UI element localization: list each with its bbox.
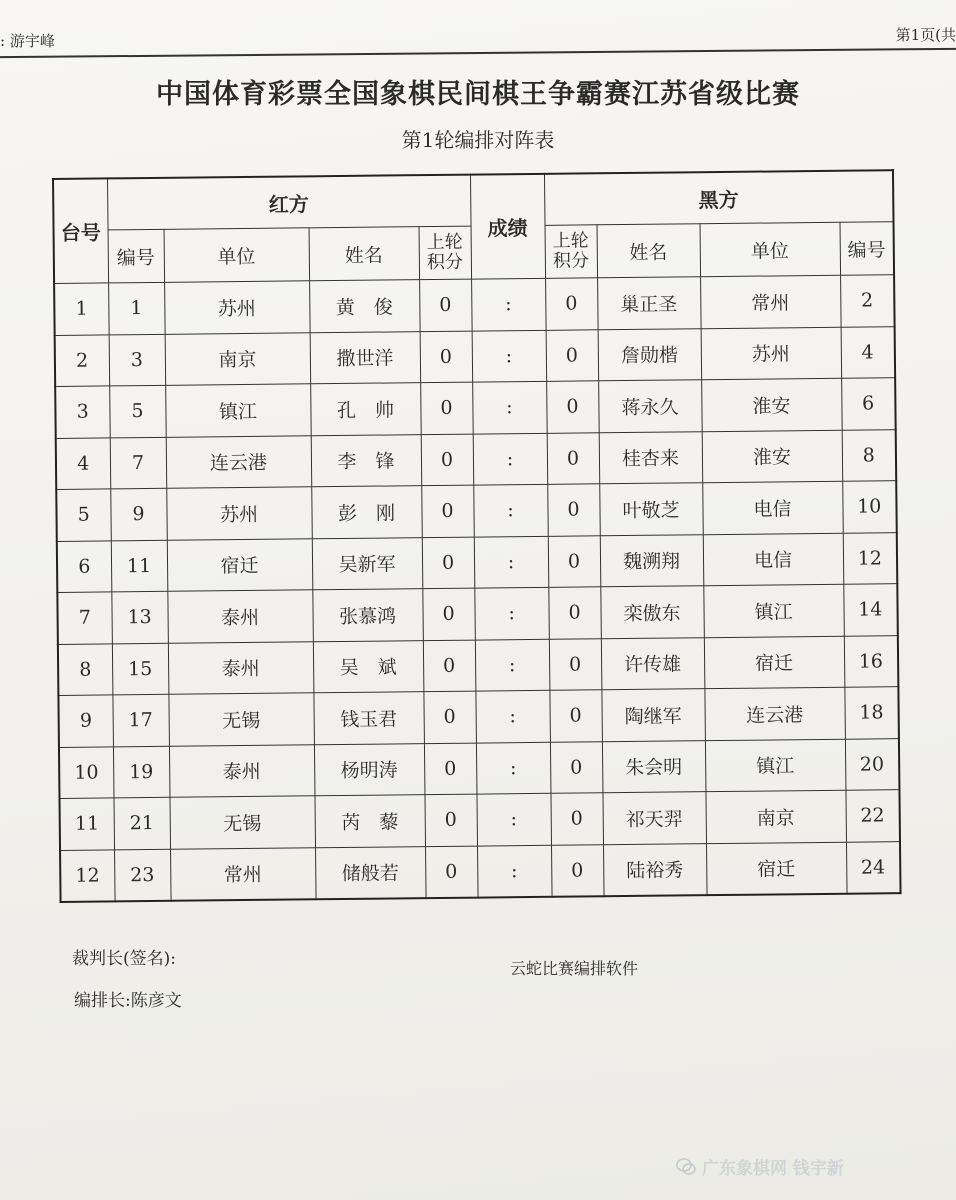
cell-table: 9: [58, 695, 113, 747]
cell-black-unit: 镇江: [705, 739, 846, 792]
cell-red-num: 7: [110, 437, 167, 489]
cell-red-score: 0: [424, 794, 477, 846]
cell-red-num: 23: [114, 849, 171, 902]
black-unit-header: 单位: [700, 222, 841, 276]
cell-result: :: [477, 845, 552, 898]
cell-black-num: 4: [841, 326, 896, 378]
cell-black-score: 0: [547, 484, 600, 536]
chief-referee-signature: 裁判长(签名):: [72, 949, 176, 969]
cell-table: 12: [60, 849, 115, 902]
cell-black-score: 0: [549, 690, 602, 742]
cell-red-unit: 宿迁: [167, 538, 313, 591]
black-prev-score-header: [545, 225, 598, 279]
cell-result: :: [472, 381, 547, 433]
cell-red-num: 17: [112, 694, 169, 746]
black-prev-score-line2: 积分: [552, 250, 590, 272]
cell-black-score: 0: [548, 535, 601, 587]
cell-black-unit: 连云港: [704, 687, 845, 740]
cell-red-score: 0: [422, 588, 475, 640]
cell-table: 11: [59, 798, 114, 850]
cell-black-name: 巢正圣: [597, 277, 701, 330]
table-no-header: 台号: [53, 178, 108, 283]
cell-result: :: [476, 742, 551, 794]
cell-red-name: 吴新军: [312, 537, 423, 590]
cell-result: :: [473, 433, 548, 485]
cell-red-num: 1: [108, 282, 165, 334]
pairing-rows: [54, 275, 900, 902]
cell-black-unit: 南京: [705, 790, 846, 843]
cell-red-unit: 苏州: [166, 487, 312, 540]
table-row: [56, 429, 896, 489]
red-side-header: 红方: [107, 175, 471, 230]
chief-arranger: 编排长:陈彦文: [74, 991, 182, 1011]
cell-result: :: [471, 278, 546, 330]
cell-red-unit: 镇江: [165, 384, 311, 437]
cell-red-score: 0: [420, 382, 473, 434]
black-prev-score-line1: 上轮: [552, 230, 589, 252]
watermark: [676, 1154, 844, 1179]
pairing-table: [52, 169, 902, 903]
wechat-icon: [676, 1157, 696, 1177]
cell-red-name: 储般若: [315, 846, 426, 899]
cell-red-name: 孔 帅: [310, 383, 421, 436]
cell-black-num: 8: [842, 429, 897, 481]
black-num-header: 编号: [840, 222, 895, 276]
cell-black-unit: 电信: [702, 481, 843, 534]
cell-black-name: 陆裕秀: [603, 843, 707, 896]
cell-black-score: 0: [546, 329, 599, 381]
header-row-1: [53, 170, 893, 230]
cell-red-num: 9: [110, 488, 167, 540]
cell-red-score: 0: [420, 331, 473, 383]
cell-table: 8: [58, 643, 113, 695]
cell-black-unit: 宿迁: [704, 636, 845, 689]
table-row: [59, 738, 899, 798]
cell-red-unit: 泰州: [167, 590, 313, 643]
cell-black-score: 0: [549, 638, 602, 690]
cell-black-name: 栾傲东: [600, 586, 704, 639]
header-page-number: 第1页(共: [895, 26, 956, 44]
cell-black-unit: 淮安: [702, 430, 843, 483]
cell-black-name: 陶继军: [601, 689, 705, 742]
table-row: [58, 635, 898, 695]
cell-black-unit: 苏州: [701, 327, 842, 380]
watermark-text: 广东象棋网 钱宇新: [702, 1159, 844, 1179]
cell-red-score: 0: [422, 537, 475, 589]
cell-red-unit: 泰州: [168, 641, 314, 694]
cell-black-num: 2: [840, 275, 895, 327]
cell-red-num: 19: [113, 746, 170, 798]
cell-black-unit: 宿迁: [706, 842, 847, 895]
cell-black-num: 16: [844, 635, 899, 687]
table-row: [58, 687, 898, 747]
cell-black-name: 桂杏来: [599, 431, 703, 484]
cell-red-score: 0: [421, 485, 474, 537]
cell-black-num: 22: [845, 790, 900, 842]
red-unit-header: 单位: [164, 228, 310, 283]
black-side-header: 黑方: [544, 170, 894, 225]
cell-black-num: 10: [842, 481, 897, 533]
cell-result: :: [476, 793, 551, 845]
software-credit: 云蛇比赛编排软件: [510, 959, 639, 978]
table-row: [55, 326, 895, 386]
cell-red-unit: 南京: [165, 332, 311, 385]
cell-red-num: 5: [109, 385, 166, 437]
page-subtitle: 第1轮编排对阵表: [401, 128, 555, 152]
cell-black-num: 18: [844, 687, 899, 739]
cell-table: 6: [57, 540, 112, 592]
cell-black-name: 魏溯翔: [600, 534, 704, 587]
cell-result: :: [473, 484, 548, 536]
cell-red-score: 0: [419, 279, 472, 331]
table-row: [59, 790, 899, 850]
red-name-header: 姓名: [309, 227, 420, 281]
cell-red-score: 0: [423, 640, 476, 692]
cell-result: :: [474, 536, 549, 588]
cell-black-name: 许传雄: [601, 637, 705, 690]
cell-red-name: 杨明涛: [314, 743, 425, 796]
header-left-text: : 游宇峰: [0, 32, 55, 50]
cell-black-num: 24: [846, 841, 901, 894]
red-prev-score-line1: 上轮: [426, 231, 463, 254]
cell-result: :: [475, 639, 550, 691]
cell-black-name: 朱会明: [602, 740, 706, 793]
page-title: 中国体育彩票全国象棋民间棋王争霸赛江苏省级比赛: [156, 79, 800, 110]
cell-table: 5: [56, 489, 111, 541]
cell-result: :: [475, 690, 550, 742]
table-row: [54, 275, 894, 335]
cell-red-name: 张慕鸿: [312, 589, 423, 642]
cell-black-unit: 镇江: [703, 584, 844, 637]
cell-result: :: [474, 587, 549, 639]
cell-red-unit: 苏州: [164, 281, 310, 334]
cell-red-unit: 无锡: [169, 796, 315, 849]
cell-red-name: 李 锋: [311, 434, 422, 487]
cell-black-num: 20: [845, 738, 900, 790]
cell-red-score: 0: [424, 743, 477, 795]
cell-black-num: 12: [843, 532, 898, 584]
cell-black-num: 6: [841, 378, 896, 430]
cell-red-unit: 无锡: [168, 693, 314, 746]
cell-red-name: 芮 藜: [314, 795, 425, 848]
cell-red-name: 钱玉君: [313, 692, 424, 745]
table-row: [57, 584, 897, 644]
table-row: [60, 841, 900, 902]
black-name-header: 姓名: [597, 224, 701, 278]
cell-red-name: 吴 斌: [313, 640, 424, 693]
cell-black-unit: 淮安: [701, 378, 842, 431]
cell-red-name: 黄 俊: [309, 280, 420, 333]
cell-red-score: 0: [425, 846, 478, 899]
cell-black-unit: 常州: [700, 275, 841, 328]
cell-black-unit: 电信: [703, 533, 844, 586]
cell-red-name: 彭 刚: [311, 486, 422, 539]
result-header: 成绩: [470, 174, 545, 279]
cell-red-num: 15: [112, 643, 169, 695]
cell-black-name: 蒋永久: [598, 380, 702, 433]
cell-black-score: 0: [547, 432, 600, 484]
cell-black-score: 0: [550, 793, 603, 845]
cell-table: 2: [55, 334, 110, 386]
cell-red-unit: 连云港: [166, 435, 312, 488]
cell-black-score: 0: [551, 844, 604, 897]
table-row: [55, 378, 895, 438]
table-row: [56, 481, 896, 541]
cell-red-num: 3: [109, 334, 166, 386]
cell-table: 1: [54, 283, 109, 335]
cell-red-num: 11: [111, 540, 168, 592]
cell-black-score: 0: [545, 278, 598, 330]
cell-black-name: 詹勋楷: [598, 328, 702, 381]
cell-red-num: 21: [113, 797, 170, 849]
cell-table: 4: [56, 437, 111, 489]
cell-red-num: 13: [111, 591, 168, 643]
red-prev-score-line2: 积分: [426, 251, 464, 274]
cell-red-name: 撒世洋: [310, 331, 421, 384]
cell-result: :: [472, 330, 547, 382]
cell-red-unit: 常州: [170, 847, 316, 901]
table-row: [57, 532, 897, 592]
cell-black-num: 14: [843, 584, 898, 636]
cell-black-name: 叶敬芝: [599, 483, 703, 536]
cell-red-unit: 泰州: [169, 744, 315, 797]
cell-red-score: 0: [421, 434, 474, 486]
cell-table: 7: [57, 592, 112, 644]
pairing-table-wrapper: [52, 169, 902, 903]
cell-table: 10: [59, 746, 114, 798]
red-prev-score-header: [419, 226, 472, 280]
header-rule: [0, 48, 956, 58]
cell-black-score: 0: [548, 587, 601, 639]
cell-black-score: 0: [550, 741, 603, 793]
cell-black-score: 0: [546, 381, 599, 433]
red-num-header: 编号: [108, 229, 165, 283]
cell-black-name: 祁天羿: [602, 792, 706, 845]
cell-table: 3: [55, 386, 110, 438]
cell-red-score: 0: [423, 691, 476, 743]
